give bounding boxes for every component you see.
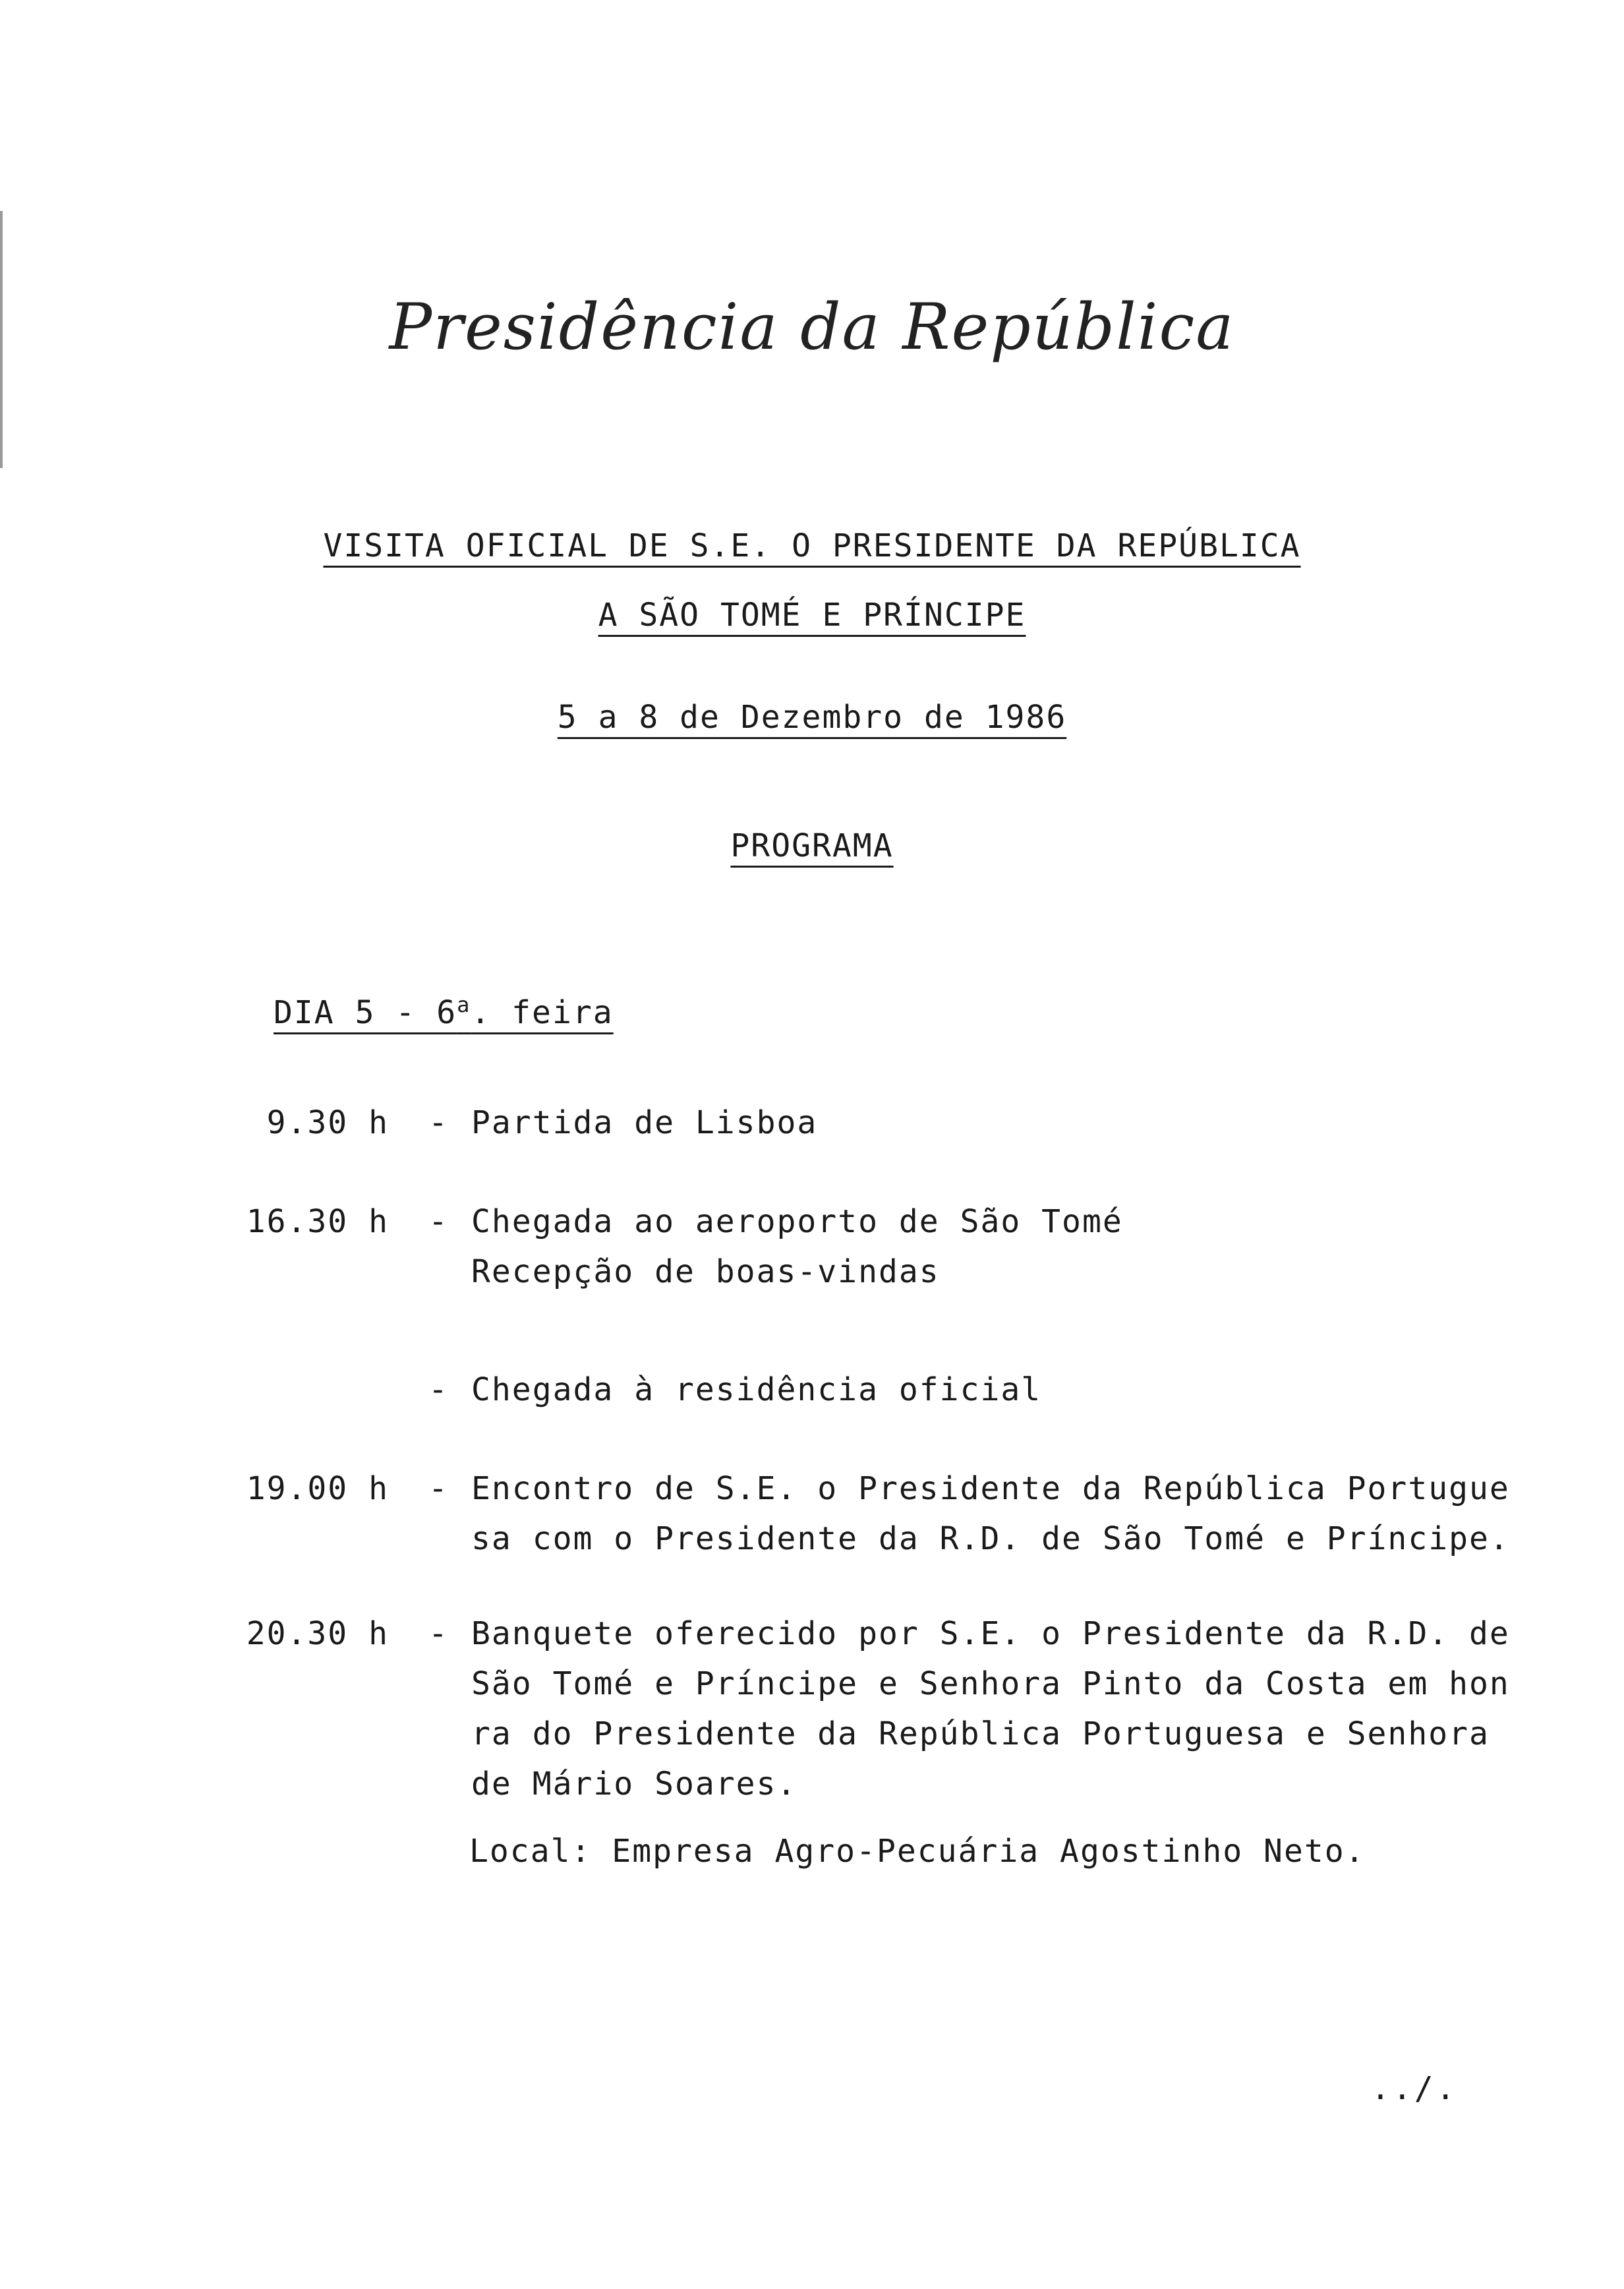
programme-heading: PROGRAMA xyxy=(730,827,894,864)
day-heading: DIA 5 - 6$^a$. feira xyxy=(274,992,614,1031)
entry-dash: - xyxy=(428,1104,449,1141)
entry-dash: - xyxy=(428,1615,449,1652)
entry-dash: - xyxy=(428,1470,449,1507)
letterhead: Presidência da República xyxy=(389,290,1235,364)
entry-time: 19.00 h xyxy=(246,1470,389,1507)
continuation-mark: ../. xyxy=(1371,2070,1458,2107)
entry-description: Chegada à residência oficial xyxy=(471,1371,1042,1408)
visit-title: VISITA OFICIAL DE S.E. O PRESIDENTE DA REPÚBLICA xyxy=(323,527,1301,564)
entry-description: Encontro de S.E. o Presidente da República Portugue sa com o Presidente da R.D. de São Tomé e Príncipe. xyxy=(471,1470,1510,1557)
visit-dates: 5 a 8 de Dezembro de 1986 xyxy=(557,699,1067,736)
entry-description: Partida de Lisboa xyxy=(471,1104,818,1141)
venue-line: Local: Empresa Agro-Pecuária Agostinho Neto. xyxy=(469,1833,1366,1870)
entry-description: Banquete oferecido por S.E. o Presidente da R.D. de São Tomé e Príncipe e Senhora Pinto da Costa em hon ra do Presidente da República Portuguesa e Senhora de Mário Soares. xyxy=(471,1615,1510,1802)
entry-time: 16.30 h xyxy=(246,1203,389,1240)
visit-destination: A SÃO TOMÉ E PRÍNCIPE xyxy=(598,597,1026,634)
entry-time: 20.30 h xyxy=(246,1615,389,1652)
entry-dash: - xyxy=(428,1203,449,1240)
entry-description: Chegada ao aeroporto de São Tomé Recepção de boas-vindas xyxy=(471,1203,1123,1290)
entry-time: 9.30 h xyxy=(266,1104,389,1141)
entry-dash: - xyxy=(428,1371,449,1408)
